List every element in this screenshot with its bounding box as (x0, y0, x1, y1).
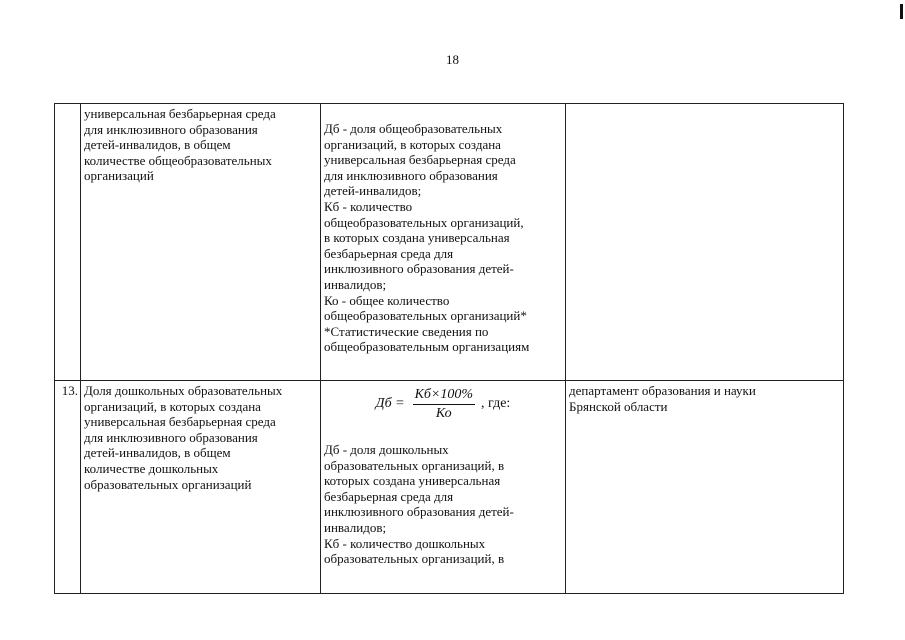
formula-lhs: Дб = (375, 396, 405, 412)
formula-explanation: Дб - доля дошкольных образовательных организаций, в которых создана универсальная безбарьерная среда для инклюзивного образования детей- инвалидов; Кб - количество дошкольных образовательных организаций, в (324, 442, 514, 567)
formula-cell (321, 104, 566, 381)
formula-denominator: Ко (435, 405, 452, 421)
formula-tail: , где: (481, 396, 511, 412)
indicator-table (54, 103, 844, 594)
table-row (55, 104, 844, 381)
indicator-cell: Доля дошкольных образовательных организаций, в которых создана универсальная безбарьерная среда для инклюзивного образования детей-инвалидов, в общем количестве дошкольных образовательных организаций (81, 381, 321, 594)
formula-fraction (413, 387, 475, 422)
row-number-cell: 13. (55, 381, 81, 594)
responsible-cell (566, 104, 844, 381)
page-number: 18 (446, 52, 459, 67)
row-number-cell (55, 104, 81, 381)
formula (324, 385, 562, 423)
formula-cell (321, 381, 566, 594)
indicator-cell: универсальная безбарьерная среда для инклюзивного образования детей-инвалидов, в общем количестве общеобразовательных организаций (81, 104, 321, 381)
responsible-cell: департамент образования и науки Брянской области (566, 381, 844, 594)
table-row (55, 381, 844, 594)
formula-numerator: Кб×100% (413, 387, 475, 405)
formula-explanation: Дб - доля общеобразовательных организаций, в которых создана универсальная безбарьерная среда для инклюзивного образования детей-инвалидов; Кб - количество общеобразовательных организаций, в которых создана универсальная безбарьерная среда для инклюзивного образования детей- инвалидов; Ко - общее количество общеобразовательных организаций* *Статистические сведения по общеобразовательным организациям (324, 121, 530, 355)
page-edge-mark (900, 4, 903, 19)
